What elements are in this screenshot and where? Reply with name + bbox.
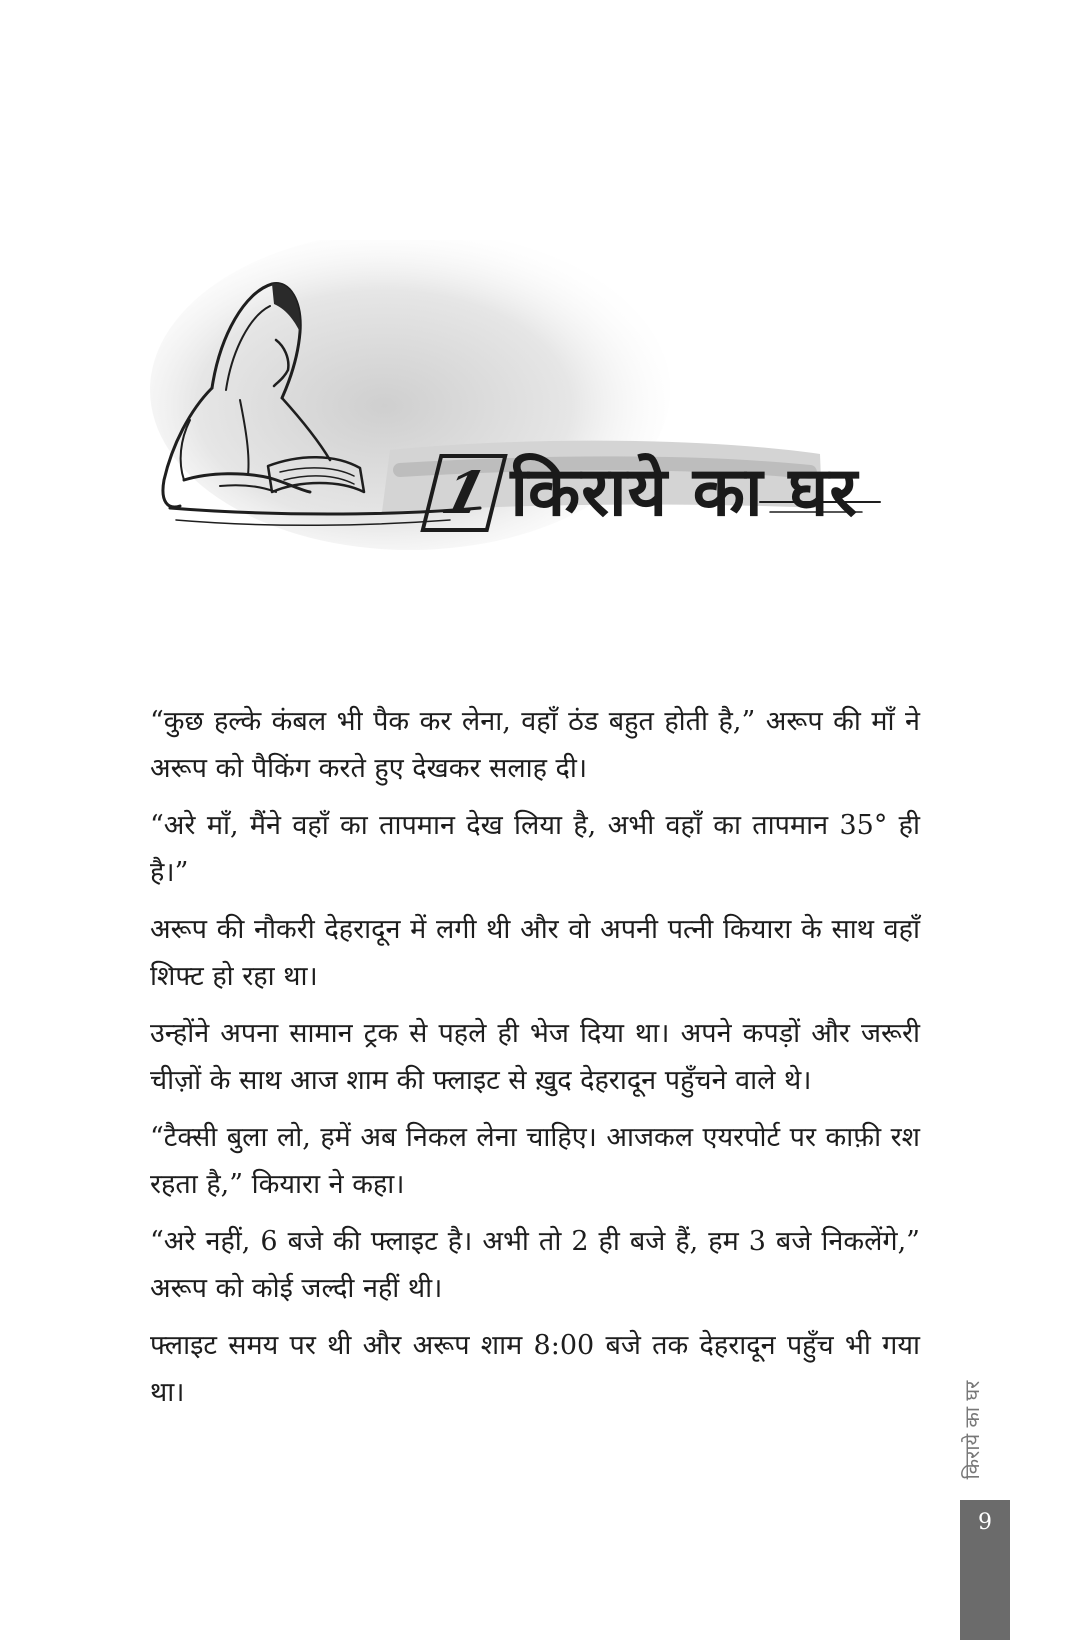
paragraph: उन्होंने अपना सामान ट्रक से पहले ही भेज दिया था। अपने कपड़ों और जरूरी चीज़ों के साथ आज शाम की फ्लाइट से ख़ुद देहरादून पहुँचने वाले थे। [150,1018,920,1096]
chapter-title: किराये का घर [510,453,859,532]
page-number: 9 [978,1510,992,1535]
running-head: किराये का घर [960,1380,984,1480]
paragraph: “अरे माँ, मैंने वहाँ का तापमान देख लिया है, अभी वहाँ का तापमान 35° ही है।” [150,810,920,888]
paragraph: “अरे नहीं, 6 बजे की फ्लाइट है। अभी तो 2 ही बजे हैं, हम 3 बजे निकलेंगे,” अरूप को कोई जल्दी नहीं थी। [150,1226,920,1304]
chapter-body [150,698,920,1426]
paragraph: अरूप की नौकरी देहरादून में लगी थी और वो अपनी पत्नी कियारा के साथ वहाँ शिफ्ट हो रहा था। [150,914,920,992]
paragraph: “कुछ हल्के कंबल भी पैक कर लेना, वहाँ ठंड बहुत होती है,” अरूप की माँ ने अरूप को पैकिंग करते हुए देखकर सलाह दी। [150,706,920,784]
paragraph: “टैक्सी बुला लो, हमें अब निकल लेना चाहिए। आजकल एयरपोर्ट पर काफ़ी रश रहता है,” कियारा ने कहा। [150,1122,920,1200]
chapter-number: 1 [420,454,508,532]
paragraph: फ्लाइट समय पर थी और अरूप शाम 8:00 बजे तक देहरादून पहुँच भी गया था। [150,1330,920,1408]
chapter-heading [430,438,858,548]
